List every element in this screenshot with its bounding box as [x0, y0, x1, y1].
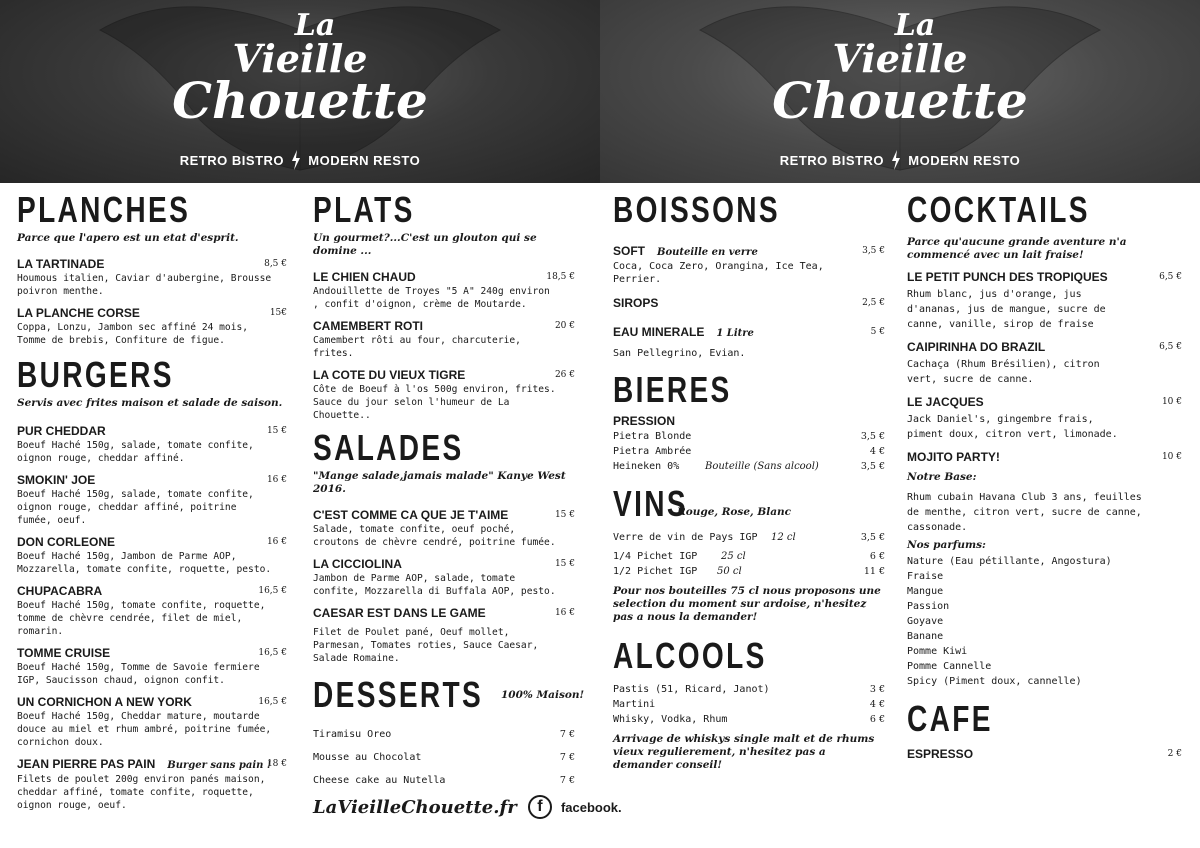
- header-banner-left: [0, 0, 600, 183]
- item-name: Pietra Blonde: [613, 431, 692, 442]
- vins-subtitle: Rouge, Rose, Blanc: [677, 506, 792, 518]
- item-note: Bouteille en verre: [657, 247, 758, 258]
- menu-item: [907, 270, 1182, 332]
- item-note: 1 Litre: [716, 328, 754, 339]
- section-title-bieres: BIERES: [613, 369, 732, 410]
- footer-links: [313, 795, 622, 827]
- pression-label: PRESSION: [613, 414, 676, 428]
- item-name: LE PETIT PUNCH DES TROPIQUES: [907, 270, 1108, 284]
- menu-line: [613, 429, 885, 444]
- item-desc: Jambon de Parme AOP, salade, tomate confite, Mozzarella di Buffala AOP, pesto.: [313, 573, 556, 597]
- item-price: 3,5 €: [862, 246, 885, 256]
- desserts-note: 100% Maison!: [501, 689, 585, 701]
- item-desc: Cachaça (Rhum Brésilien), citron vert, sucre de canne.: [907, 359, 1100, 385]
- item-price: 18,5 €: [546, 272, 575, 282]
- desserts-header: [313, 674, 585, 715]
- item-price: 15 €: [554, 559, 575, 569]
- menu-item: [313, 508, 575, 549]
- item-name: TOMME CRUISE: [17, 646, 111, 660]
- menu-item: [17, 535, 287, 576]
- section-title-plats: PLATS: [313, 189, 415, 230]
- item-price: 16 €: [554, 608, 575, 618]
- item-note: 25 cl: [721, 551, 746, 562]
- tagline-left: RETRO BISTRO: [779, 153, 885, 168]
- item-price: 10 €: [1161, 452, 1182, 462]
- vins-header: [613, 484, 885, 524]
- item-price: 16 €: [266, 475, 287, 485]
- item-name: LA TARTINADE: [17, 257, 105, 271]
- item-price: 10 €: [1161, 397, 1182, 407]
- item-name: LA PLANCHE CORSE: [17, 306, 140, 320]
- item-price: 6 €: [869, 551, 885, 562]
- item-name: SIROPS: [613, 296, 659, 310]
- item-name: CAESAR EST DANS LE GAME: [313, 606, 486, 620]
- item-name: LA CICCIOLINA: [313, 557, 402, 571]
- menu-item: [907, 340, 1182, 387]
- parfum-item: Mangue: [907, 586, 944, 597]
- item-price: 4 €: [869, 446, 885, 457]
- section-title-cafe: CAFE: [907, 698, 993, 739]
- parfum-item: Nature (Eau pétillante, Angostura): [907, 556, 1112, 567]
- logo-line-2: Vieille: [232, 36, 368, 81]
- menu-line: [613, 712, 885, 727]
- menu-item: [907, 395, 1182, 442]
- menu-item: [613, 325, 885, 360]
- item-price: 26 €: [554, 370, 575, 380]
- item-desc: Salade, tomate confite, oeuf poché, croutons de chèvre cendré, poitrine fumée.: [313, 524, 556, 548]
- menu-item: [613, 296, 885, 311]
- alcools-footnote: Arrivage de whiskys single malt et de rhums vieux regulierement, n'hesitez pas a demander conseil!: [613, 733, 875, 771]
- menu-item: [17, 424, 287, 465]
- menu-item: [17, 584, 287, 638]
- item-price: 16,5 €: [258, 697, 287, 707]
- item-name: ESPRESSO: [907, 747, 974, 761]
- item-name: Heineken 0%: [613, 461, 680, 472]
- item-name: Verre de vin de Pays IGP: [613, 532, 758, 543]
- menu-item: [17, 646, 287, 687]
- item-name: Mousse au Chocolat: [313, 752, 422, 763]
- item-desc: Coppa, Lonzu, Jambon sec affiné 24 mois, Tomme de brebis, Confiture de figue.: [17, 322, 249, 346]
- item-price: 11 €: [863, 566, 885, 577]
- menu-item: [17, 257, 287, 298]
- item-name: Pietra Ambrée: [613, 446, 692, 457]
- menu-line: [613, 444, 885, 459]
- menu-line: [613, 697, 885, 712]
- menu-line: [313, 750, 575, 765]
- item-price: 2,5 €: [862, 298, 885, 308]
- item-name: [613, 244, 885, 260]
- item-price: 6 €: [869, 714, 885, 725]
- menu-line: [613, 682, 885, 697]
- section-title-planches: PLANCHES: [17, 189, 191, 230]
- section-title-salades: SALADES: [313, 427, 464, 468]
- item-price: 18 €: [266, 759, 287, 769]
- facebook-link[interactable]: facebook.: [560, 799, 622, 815]
- item-name: CHUPACABRA: [17, 584, 103, 598]
- item-name: Pastis (51, Ricard, Janot): [613, 684, 770, 695]
- menu-item: [17, 306, 287, 347]
- tagline-left: RETRO BISTRO: [179, 153, 285, 168]
- header-banner-right: [600, 0, 1200, 183]
- item-name: MOJITO PARTY!: [907, 450, 1000, 464]
- section-subtitle-burgers: Servis avec frites maison et salade de saison.: [17, 397, 283, 409]
- menu-item: [313, 368, 575, 422]
- facebook-icon[interactable]: f: [528, 795, 552, 819]
- parfum-item: Fraise: [907, 571, 944, 582]
- item-price: 8,5 €: [264, 259, 287, 269]
- tagline-right: MODERN RESTO: [308, 153, 421, 168]
- item-name: Tiramisu Oreo: [313, 729, 392, 740]
- menu-item: [17, 695, 287, 749]
- parfum-item: Spicy (Piment doux, cannelle): [907, 676, 1082, 687]
- menu-item: [313, 557, 575, 598]
- logo-line-3: Chouette: [172, 71, 428, 130]
- menu-item: [907, 747, 1182, 762]
- item-name: 1/4 Pichet IGP: [613, 551, 698, 562]
- lightning-bolt-icon: [291, 150, 301, 170]
- item-name: DON CORLEONE: [17, 535, 116, 549]
- column-planches-burgers: [17, 190, 287, 812]
- item-desc: Rhum blanc, jus d'orange, jus d'ananas, jus de mangue, sucre de canne, vanille, sirop de fraise: [907, 289, 1106, 330]
- item-name: CAMEMBERT ROTI: [313, 319, 423, 333]
- item-name: LE JACQUES: [907, 395, 984, 409]
- item-note: 12 cl: [771, 532, 796, 543]
- item-desc: Boeuf Haché 150g, tomate confite, roquette, tomme de chèvre cendrée, filet de miel, romarin.: [17, 600, 266, 637]
- item-name-text: JEAN PIERRE PAS PAIN: [17, 757, 156, 771]
- item-price: 4 €: [869, 699, 885, 710]
- parfum-item: Goyave: [907, 616, 944, 627]
- lightning-bolt-icon: [891, 150, 901, 170]
- item-name: 1/2 Pichet IGP: [613, 566, 698, 577]
- item-name: LE CHIEN CHAUD: [313, 270, 416, 284]
- item-desc: Coca, Coca Zero, Orangina, Ice Tea, Perrier.: [613, 261, 824, 285]
- item-desc: Filets de poulet 200g environ panés maison, cheddar affiné, tomate confite, roquette, oignon rouge, oeuf.: [17, 774, 266, 811]
- parfums-label: Nos parfums:: [907, 539, 986, 551]
- item-desc: Boeuf Haché 150g, Cheddar mature, moutarde douce au miel et rhum ambré, poitrine fumée, cornichon doux.: [17, 711, 272, 748]
- item-price: 15€: [269, 308, 287, 318]
- item-name: PUR CHEDDAR: [17, 424, 106, 438]
- item-price: 15 €: [554, 510, 575, 520]
- section-title-desserts: DESSERTS: [313, 674, 484, 715]
- logo-line-3: Chouette: [772, 71, 1028, 130]
- item-desc: Houmous italien, Caviar d'aubergine, Brousse poivron menthe.: [17, 273, 272, 297]
- section-title-alcools: ALCOOLS: [613, 635, 767, 676]
- column-boissons: [613, 190, 885, 772]
- item-desc: Boeuf Haché 150g, salade, tomate confite, oignon rouge, cheddar affiné.: [17, 440, 254, 464]
- item-price: 3,5 €: [860, 461, 885, 472]
- section-title-burgers: BURGERS: [17, 354, 174, 395]
- item-name: Whisky, Vodka, Rhum: [613, 714, 728, 725]
- logo: [0, 8, 600, 130]
- item-desc: Camembert rôti au four, charcuterie, frites.: [313, 335, 521, 359]
- item-note: 50 cl: [717, 566, 742, 577]
- item-price: 16,5 €: [258, 648, 287, 658]
- section-subtitle-planches: Parce que l'apero est un etat d'esprit.: [17, 232, 239, 244]
- section-title-cocktails: COCKTAILS: [907, 189, 1090, 230]
- item-name-text: SOFT: [613, 244, 645, 258]
- section-subtitle-salades: "Mange salade,jamais malade" Kanye West 2016.: [313, 470, 566, 495]
- item-name: C'EST COMME CA QUE JE T'AIME: [313, 508, 509, 522]
- item-desc: Andouillette de Troyes "5 A" 240g environ , confit d'oignon, crème de Moutarde.: [313, 286, 550, 310]
- item-price: 2 €: [1167, 749, 1182, 759]
- logo-line-1: La: [894, 8, 936, 43]
- item-price: 6,5 €: [1159, 272, 1182, 282]
- item-price: 15 €: [266, 426, 287, 436]
- section-title-vins: VINS: [613, 483, 688, 524]
- item-desc: Boeuf Haché 150g, salade, tomate confite, oignon rouge, cheddar affiné, poitrine fumée, oeuf.: [17, 489, 254, 526]
- item-name: Martini: [613, 699, 656, 710]
- item-desc: Boeuf Haché 150g, Jambon de Parme AOP, Mozzarella, tomate confite, roquette, pesto.: [17, 551, 272, 575]
- menu-line: [613, 530, 885, 545]
- menu-line: [613, 549, 885, 564]
- item-note: Bouteille (Sans alcool): [705, 461, 819, 472]
- menu-item: [313, 319, 575, 360]
- item-price: 5 €: [870, 327, 885, 337]
- item-name: LA COTE DU VIEUX TIGRE: [313, 368, 466, 382]
- section-subtitle-plats: Un gourmet?...C'est un glouton qui se domine ...: [313, 232, 537, 257]
- item-name: [613, 325, 885, 341]
- vins-footnote: Pour nos bouteilles 75 cl nous proposons une selection du moment sur ardoise, n'hesitez pas a nous la demander!: [613, 585, 881, 623]
- item-name: SMOKIN' JOE: [17, 473, 96, 487]
- logo-line-1: La: [294, 8, 336, 43]
- section-title-boissons: BOISSONS: [613, 189, 780, 230]
- item-desc: San Pellegrino, Evian.: [613, 348, 746, 359]
- column-cocktails-cafe: [907, 190, 1182, 762]
- logo: [600, 8, 1200, 130]
- item-price: 3 €: [869, 684, 885, 695]
- menu-line: [613, 459, 885, 474]
- item-note: Burger sans pain !: [167, 760, 272, 771]
- tagline: [600, 150, 1200, 170]
- item-price: 3,5 €: [860, 532, 885, 543]
- tagline: [0, 150, 600, 170]
- item-price: 20 €: [554, 321, 575, 331]
- item-name-text: EAU MINERALE: [613, 325, 705, 339]
- parfum-item: Pomme Cannelle: [907, 661, 992, 672]
- tagline-right: MODERN RESTO: [908, 153, 1021, 168]
- parfum-item: Pomme Kiwi: [907, 646, 968, 657]
- menu-line: [313, 773, 575, 788]
- base-label: Notre Base:: [907, 471, 977, 483]
- item-desc: Côte de Boeuf à l'os 500g environ, frites. Sauce du jour selon l'humeur de La Chouette..: [313, 384, 556, 421]
- parfum-item: Banane: [907, 631, 944, 642]
- parfum-item: Passion: [907, 601, 950, 612]
- menu-item: [17, 473, 287, 527]
- item-name: Cheese cake au Nutella: [313, 775, 446, 786]
- menu-line: [313, 727, 575, 742]
- item-desc: Boeuf Haché 150g, Tomme de Savoie fermiere IGP, Saucisson chaud, oignon confit.: [17, 662, 260, 686]
- menu-item: [17, 757, 287, 812]
- item-desc: Jack Daniel's, gingembre frais, piment doux, citron vert, limonade.: [907, 414, 1118, 440]
- item-price: 7 €: [559, 729, 575, 740]
- item-name: CAIPIRINHA DO BRAZIL: [907, 340, 1046, 354]
- menu-line: [613, 564, 885, 579]
- item-price: 3,5 €: [860, 431, 885, 442]
- item-name: [17, 757, 287, 773]
- column-plats-salades-desserts: [313, 189, 585, 788]
- website-link[interactable]: LaVieilleChouette.fr: [313, 796, 517, 818]
- item-desc: Filet de Poulet pané, Oeuf mollet, Parmesan, Tomates roties, Sauce Caesar, Salade Romaine.: [313, 627, 539, 664]
- item-price: 16,5 €: [258, 586, 287, 596]
- menu-item: [313, 606, 575, 665]
- item-price: 7 €: [559, 775, 575, 786]
- item-price: 16 €: [266, 537, 287, 547]
- menu-item: [613, 244, 885, 286]
- menu-item: [907, 450, 1182, 465]
- base-desc: Rhum cubain Havana Club 3 ans, feuilles de menthe, citron vert, sucre de canne, cassonade.: [907, 492, 1142, 533]
- item-name: UN CORNICHON A NEW YORK: [17, 695, 192, 709]
- menu-item: [313, 270, 575, 311]
- item-price: 6,5 €: [1159, 342, 1182, 352]
- section-subtitle-cocktails: Parce qu'aucune grande aventure n'a commencé avec un lait fraise!: [907, 236, 1127, 261]
- item-price: 7 €: [559, 752, 575, 763]
- logo-line-2: Vieille: [832, 36, 968, 81]
